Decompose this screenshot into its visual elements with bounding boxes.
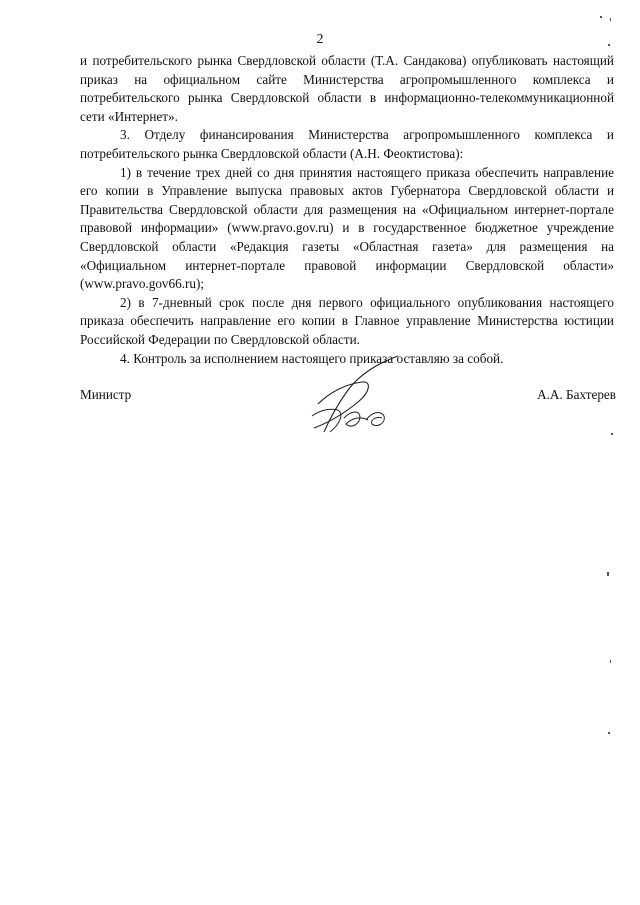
scan-speck [600, 16, 602, 18]
document-body [80, 52, 614, 368]
paragraph-publication: и потребительского рынка Свердловской области (Т.А. Сандакова) опубликовать настоящий приказ на официальном сайте Министерства агропромышленного комплекса и потребительского рынка Свердловской области в информационно-телекоммуникационной сети «Интернет». [80, 53, 614, 124]
handwritten-signature [300, 352, 410, 442]
scan-speck [610, 660, 611, 663]
paragraph-item-4: 4. Контроль за исполнением настоящего приказа оставляю за собой. [120, 350, 504, 366]
scan-speck [608, 732, 610, 734]
page-number: 2 [316, 32, 324, 47]
scan-speck [607, 572, 609, 576]
paragraph-item-3: 3. Отделу финансирования Министерства агропромышленного комплекса и потребительского рынка Свердловской области (А.Н. Феоктистова): [80, 127, 614, 161]
scan-speck [611, 433, 613, 435]
scan-speck [610, 18, 611, 21]
scan-speck [608, 44, 610, 46]
signatory-title: Министр [80, 387, 132, 402]
signatory-name: А.А. Бахтерев [537, 387, 616, 402]
paragraph-subitem-1: 1) в течение трех дней со дня принятия настоящего приказа обеспечить направление его копии в Управление выпуска правовых актов Губернатора Свердловской области и Правительства Свердловской области для размещения на «Официальном интернет-портале правовой информации» (www.pravo.gov.ru) и в государственное бюджетное учреждение Свердловской области «Редакция газеты «Областная газета» для размещения на «Официальном интернет-портале правовой информации Свердловской области» (www.pravo.gov66.ru); [80, 164, 614, 292]
paragraph-subitem-2: 2) в 7-дневный срок после дня первого официального опубликования настоящего приказа обеспечить направление его копии в Главное управление Министерства юстиции Российской Федерации по Свердловской области. [80, 294, 614, 347]
